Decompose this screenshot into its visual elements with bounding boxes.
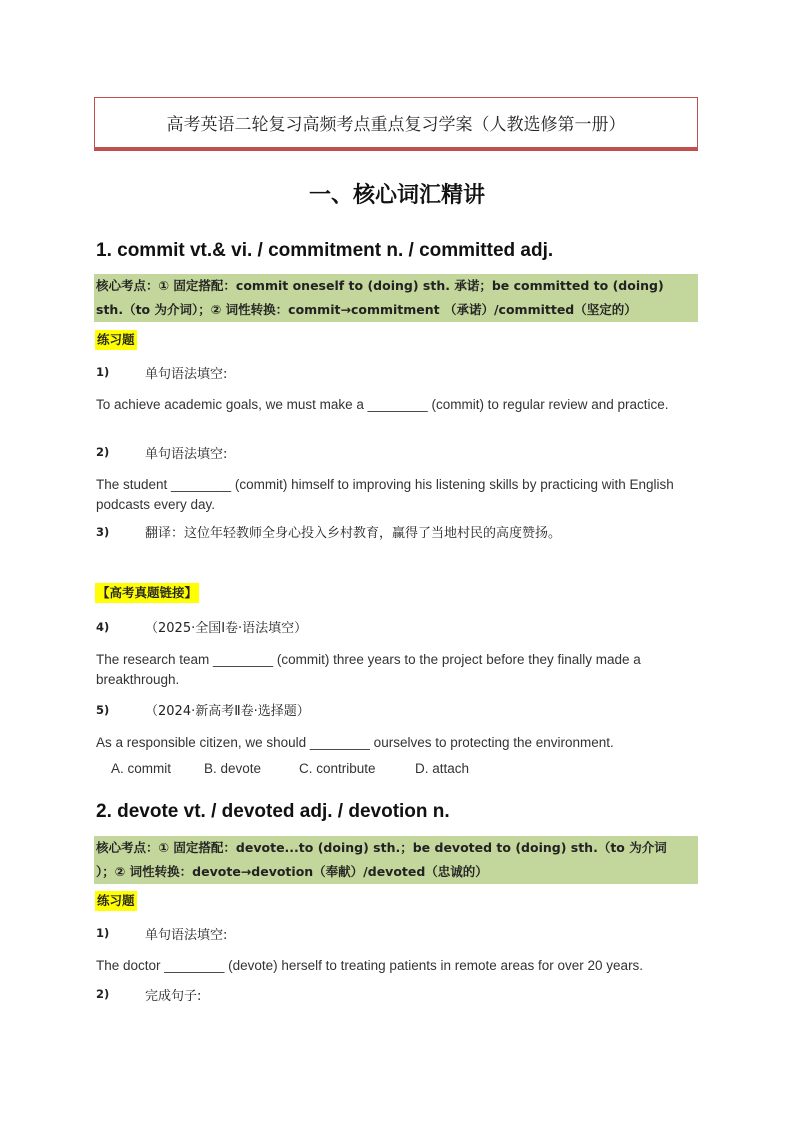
key-points-box-commit [94, 274, 698, 322]
key-points-line: 核心考点：① 固定搭配：devote...to (doing) sth.；be devoted to (doing) sth.（to 为介词 [96, 840, 667, 855]
document-title: 高考英语二轮复习高频考点重点复习学案（人教选修第一册） [166, 115, 626, 135]
question-label: （2024·新高考Ⅱ卷·选择题） [145, 704, 310, 719]
document-title-box [94, 97, 698, 151]
option-c: C. contribute [299, 761, 376, 776]
question-text: To achieve academic goals, we must make a ________ (commit) to regular review and practice. [96, 397, 669, 412]
question-number: 2) [96, 987, 110, 1001]
question-label: 单句语法填空: [145, 367, 228, 382]
question-number: 1) [96, 365, 110, 379]
option-d: D. attach [415, 761, 470, 776]
question-label: 翻译：这位年轻教师全身心投入乡村教育，赢得了当地村民的高度赞扬。 [145, 526, 562, 541]
question-number: 5) [96, 703, 110, 717]
question-number: 4) [96, 620, 110, 634]
question-text: The research team ________ (commit) three years to the project before they finally made a breakthrough. [96, 652, 641, 687]
question-label: （2025·全国Ⅰ卷·语法填空） [145, 621, 308, 636]
option-a: A. commit [111, 761, 172, 776]
key-points-line: ）；② 词性转换：devote→devotion（奉献）/devoted（忠诚的） [96, 864, 488, 879]
option-b: B. devote [204, 761, 262, 776]
question-label: 完成句子: [145, 989, 202, 1004]
question-label: 单句语法填空: [145, 928, 228, 943]
key-points-line: 核心考点：① 固定搭配：commit oneself to (doing) sth. 承诺；be committed to (doing) [96, 278, 664, 293]
key-points-line: sth.（to 为介词）；② 词性转换：commit→commitment （承诺）/committed（坚定的） [96, 302, 637, 317]
practice-tag: 练习题 [95, 891, 137, 911]
word-heading-commit: 1. commit vt.& vi. / commitment n. / committed adj. [96, 240, 554, 261]
question-number: 1) [96, 926, 110, 940]
section-title: 一、核心词汇精讲 [308, 183, 485, 208]
question-number: 3) [96, 525, 110, 539]
word-heading-devote: 2. devote vt. / devoted adj. / devotion n. [96, 801, 450, 822]
question-label: 单句语法填空: [145, 447, 228, 462]
question-text: As a responsible citizen, we should ________ ourselves to protecting the environment. [96, 735, 614, 750]
question-number: 2) [96, 445, 110, 459]
question-text: The doctor ________ (devote) herself to treating patients in remote areas for over 20 years. [96, 958, 644, 973]
key-points-box-devote [94, 836, 698, 884]
question-text: The student ________ (commit) himself to improving his listening skills by practicing with English podcasts every day. [96, 477, 674, 512]
exam-link-tag: 【高考真题链接】 [95, 583, 199, 603]
practice-tag: 练习题 [95, 330, 137, 350]
